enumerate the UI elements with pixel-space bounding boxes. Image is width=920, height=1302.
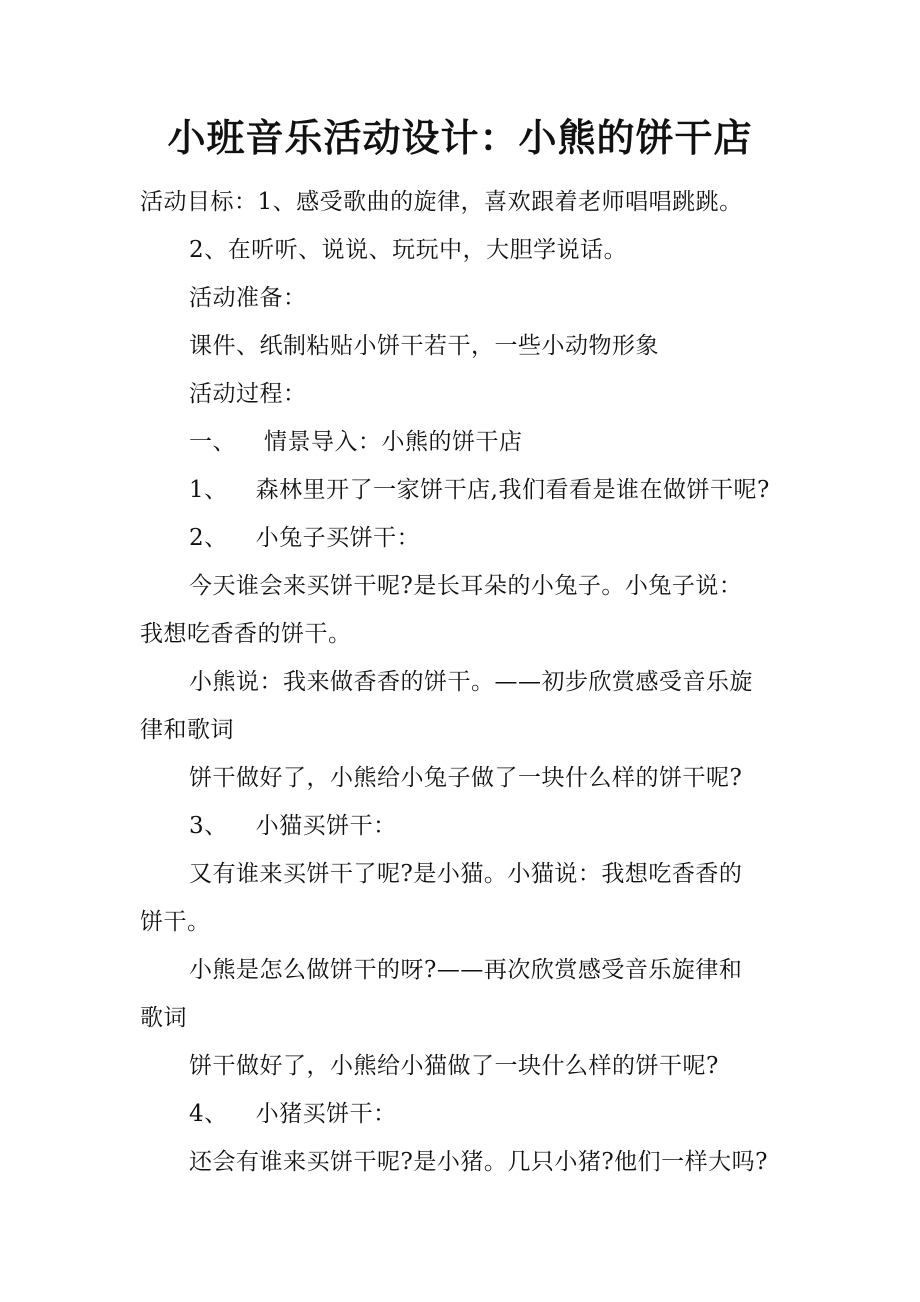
paragraph-goal-2: 2、在听听、说说、玩玩中，大胆学说话。 [189,237,628,263]
paragraph-line: 小熊说：我来做香香的饼干。——初步欣赏感受音乐旋 [189,669,753,695]
paragraph-line: 饼干。 [140,909,211,935]
paragraph-line: 我想吃香香的饼干。 [140,621,352,647]
list-number: 1、 [189,477,228,503]
paragraph-line: 饼干做好了，小熊给小猫做了一块什么样的饼干呢? [189,1053,719,1079]
list-item-2 [189,522,420,554]
section-heading-1 [189,426,523,458]
list-text: 小兔子买饼干： [255,525,421,551]
paragraph-line: 饼干做好了，小熊给小兔子做了一块什么样的饼干呢? [189,765,743,791]
list-text: 小猫买饼干： [255,813,397,839]
list-number: 2、 [189,525,228,551]
list-text: 森林里开了一家饼干店,我们看看是谁在做饼干呢? [255,477,770,503]
paragraph-line: 歌词 [140,1005,187,1031]
paragraph-line: 律和歌词 [140,717,234,743]
list-number: 一、 [189,429,236,455]
heading-activity-process: 活动过程： [189,381,307,407]
paragraph-line: 今天谁会来买饼干呢?是长耳朵的小兔子。小兔子说： [189,573,743,599]
list-number: 3、 [189,813,228,839]
paragraph-materials: 课件、纸制粘贴小饼干若干，一些小动物形象 [189,333,659,359]
list-text: 情景导入：小熊的饼干店 [264,429,523,455]
list-text: 小猪买饼干： [255,1101,397,1127]
heading-activity-preparation: 活动准备： [189,285,307,311]
paragraph-activity-goal: 活动目标：1、感受歌曲的旋律，喜欢跟着老师唱唱跳跳。 [140,189,743,215]
paragraph-line: 又有谁来买饼干了呢?是小猫。小猫说：我想吃香香的 [189,861,743,887]
document-title: 小班音乐活动设计：小熊的饼干店 [167,115,753,160]
paragraph-line: 还会有谁来买饼干呢?是小猪。几只小猪?他们一样大吗? [189,1149,768,1175]
list-item-1 [189,474,770,506]
list-item-4 [189,1098,397,1130]
paragraph-line: 小熊是怎么做饼干的呀?——再次欣赏感受音乐旋律和 [189,957,743,983]
list-item-3 [189,810,397,842]
list-number: 4、 [189,1101,228,1127]
